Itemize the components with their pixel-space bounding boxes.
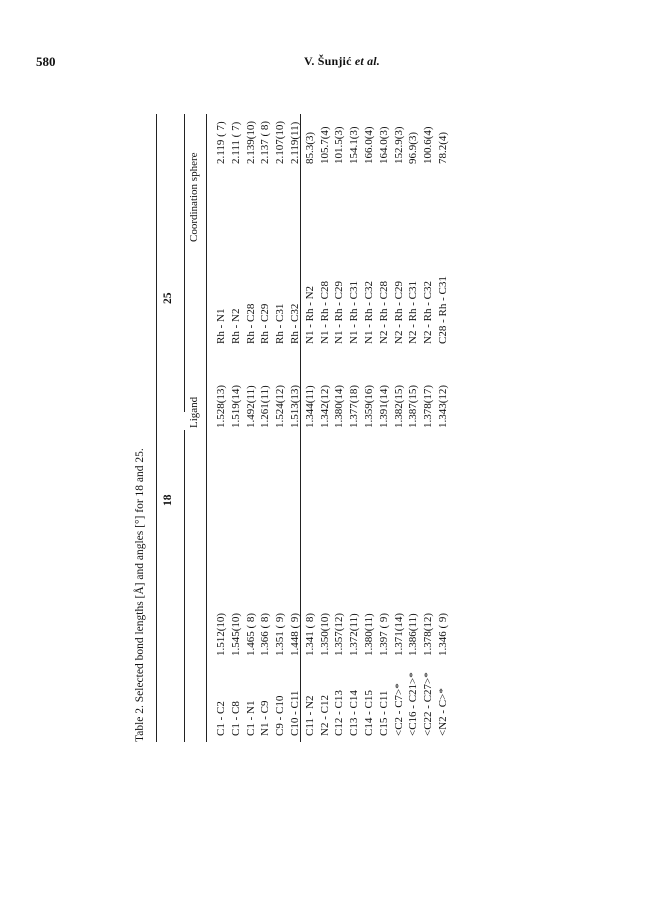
coord-value-25: 85.3(3) — [303, 131, 316, 164]
bond-length-18: 1.372(11) — [348, 613, 361, 656]
rotated-table — [134, 114, 449, 742]
ligand-length-25: 1.387(15) — [407, 384, 420, 428]
column-18-atoms — [214, 672, 451, 736]
subheader-coordination: Coordination sphere — [188, 152, 200, 242]
bond-atoms-18: C10 - C11 — [288, 690, 301, 736]
ligand-length-25: 1.382(15) — [392, 384, 405, 428]
coord-atoms-25: Rh - N1 — [215, 308, 227, 344]
ligand-length-25: 1.524(12) — [274, 384, 287, 428]
ligand-length-25: 1.528(13) — [215, 384, 227, 428]
coord-atoms-25: Rh - C28 — [244, 303, 257, 344]
bond-length-18: 1.386(11) — [407, 613, 420, 656]
coord-value-25: 152.9(3) — [392, 126, 405, 164]
coord-atoms-25: N1 - Rh - C32 — [362, 281, 375, 344]
bond-length-18: 1.351 ( 9) — [274, 612, 287, 656]
group-header-18: 18 — [162, 494, 174, 506]
bond-atoms-18: C15 - C11 — [377, 690, 390, 736]
ligand-length-25: 1.377(18) — [348, 384, 361, 428]
bond-atoms-18: C11 - N2 — [303, 695, 316, 736]
table-top-rule — [156, 114, 157, 742]
table-caption: Table 2. Selected bond lengths [Å] and angles [°] for 18 and 25. — [134, 448, 146, 742]
ligand-length-25: 1.378(17) — [422, 384, 435, 428]
subheader-ligand: Ligand — [188, 396, 200, 428]
coord-atoms-25: N2 - Rh - C31 — [407, 281, 420, 344]
bond-length-18: 1.397 ( 9) — [377, 612, 390, 656]
running-head-author: V. Šunjić — [304, 54, 352, 68]
bond-atoms-18: C1 - N1 — [244, 700, 257, 736]
coord-value-25: 100.6(4) — [422, 126, 435, 164]
ligand-length-25: 1.391(14) — [377, 384, 390, 428]
coord-atoms-25: N1 - Rh - C29 — [333, 281, 346, 344]
group-rule-18 — [184, 430, 185, 742]
column-25-coord-atoms — [214, 276, 451, 344]
coord-value-25: 96.9(3) — [407, 131, 420, 164]
coord-value-25: 166.0(4) — [362, 126, 375, 164]
bond-length-18: 1.341 ( 8) — [303, 612, 316, 656]
ligand-length-25: 1.492(11) — [244, 385, 257, 428]
coord-atoms-25: Rh - N2 — [229, 308, 242, 344]
bond-length-18: 1.350(10) — [318, 612, 331, 656]
ligand-length-25: 1.343(12) — [436, 384, 449, 428]
header-bottom-rule — [206, 114, 207, 742]
bond-atoms-18: C12 - C13 — [333, 690, 346, 736]
coord-atoms-25: Rh - C32 — [288, 303, 301, 344]
ligand-length-25: 1.342(12) — [318, 384, 331, 428]
group-rule-25 — [184, 114, 185, 412]
column-25-coord-values — [214, 121, 451, 164]
bond-length-18: 1.448 ( 9) — [288, 612, 301, 656]
table-bottom-rule — [300, 114, 301, 742]
bond-length-18: 1.378(12) — [422, 612, 435, 656]
bond-atoms-18: N2 - C12 — [318, 695, 331, 736]
bond-atoms-18: <C16 - C21>* — [407, 672, 420, 736]
coord-atoms-25: N2 - Rh - C29 — [392, 281, 405, 344]
coord-atoms-25: N2 - Rh - C28 — [377, 281, 390, 344]
coord-atoms-25: C28 - Rh - C31 — [436, 276, 449, 344]
coord-value-25: 78.2(4) — [436, 131, 449, 164]
bond-length-18: 1.380(11) — [362, 613, 375, 656]
coord-value-25: 2.119 ( 7) — [215, 121, 227, 164]
column-18-values — [214, 613, 451, 656]
page-number: 580 — [36, 54, 56, 69]
bond-atoms-18: C1 - C8 — [229, 701, 242, 736]
coord-atoms-25: Rh - C29 — [259, 303, 272, 344]
running-head — [304, 54, 380, 69]
column-25-ligand — [214, 385, 451, 428]
bond-atoms-18: <N2 - C>* — [436, 688, 449, 736]
coord-atoms-25: Rh - C31 — [274, 303, 287, 344]
bond-length-18: 1.346 ( 9) — [436, 612, 449, 656]
bond-atoms-18: N1 - C9 — [259, 700, 272, 736]
coord-value-25: 2.137 ( 8) — [259, 120, 272, 164]
coord-value-25: 101.5(3) — [333, 126, 346, 164]
bond-atoms-18: C9 - C10 — [274, 695, 287, 736]
running-head-suffix: et al. — [354, 54, 381, 68]
ligand-length-25: 1.513(13) — [288, 384, 301, 428]
bond-atoms-18: C14 - C15 — [362, 690, 375, 736]
coord-atoms-25: N1 - Rh - N2 — [303, 285, 316, 344]
group-header-25: 25 — [162, 292, 174, 304]
bond-length-18: 1.366 ( 8) — [259, 612, 272, 656]
coord-atoms-25: N2 - Rh - C32 — [422, 281, 435, 344]
coord-value-25: 2.107(10) — [274, 120, 287, 164]
coord-value-25: 105.7(4) — [318, 126, 331, 164]
bond-length-18: 1.465 ( 8) — [244, 612, 257, 656]
coord-value-25: 164.0(3) — [377, 126, 390, 164]
bond-length-18: 1.512(10) — [215, 612, 227, 656]
ligand-length-25: 1.344(11) — [303, 385, 316, 428]
coord-atoms-25: N1 - Rh - C28 — [318, 281, 331, 344]
ligand-length-25: 1.519(14) — [229, 384, 242, 428]
bond-length-18: 1.371(14) — [392, 612, 405, 656]
bond-length-18: 1.357(12) — [333, 612, 346, 656]
bond-atoms-18: C13 - C14 — [348, 690, 361, 736]
coord-value-25: 2.111 ( 7) — [229, 121, 242, 164]
coord-atoms-25: N1 - Rh - C31 — [348, 281, 361, 344]
ligand-length-25: 1.380(14) — [333, 384, 346, 428]
bond-atoms-18: C1 - C2 — [215, 701, 227, 736]
coord-value-25: 2.119(11) — [288, 121, 301, 164]
coord-value-25: 2.139(10) — [244, 120, 257, 164]
coord-value-25: 154.1(3) — [348, 126, 361, 164]
bond-atoms-18: <C2 - C7>* — [392, 683, 405, 736]
bond-length-18: 1.545(10) — [229, 612, 242, 656]
bond-atoms-18: <C22 - C27>* — [422, 672, 435, 736]
ligand-length-25: 1.359(16) — [362, 384, 375, 428]
ligand-length-25: 1.261(11) — [259, 385, 272, 428]
